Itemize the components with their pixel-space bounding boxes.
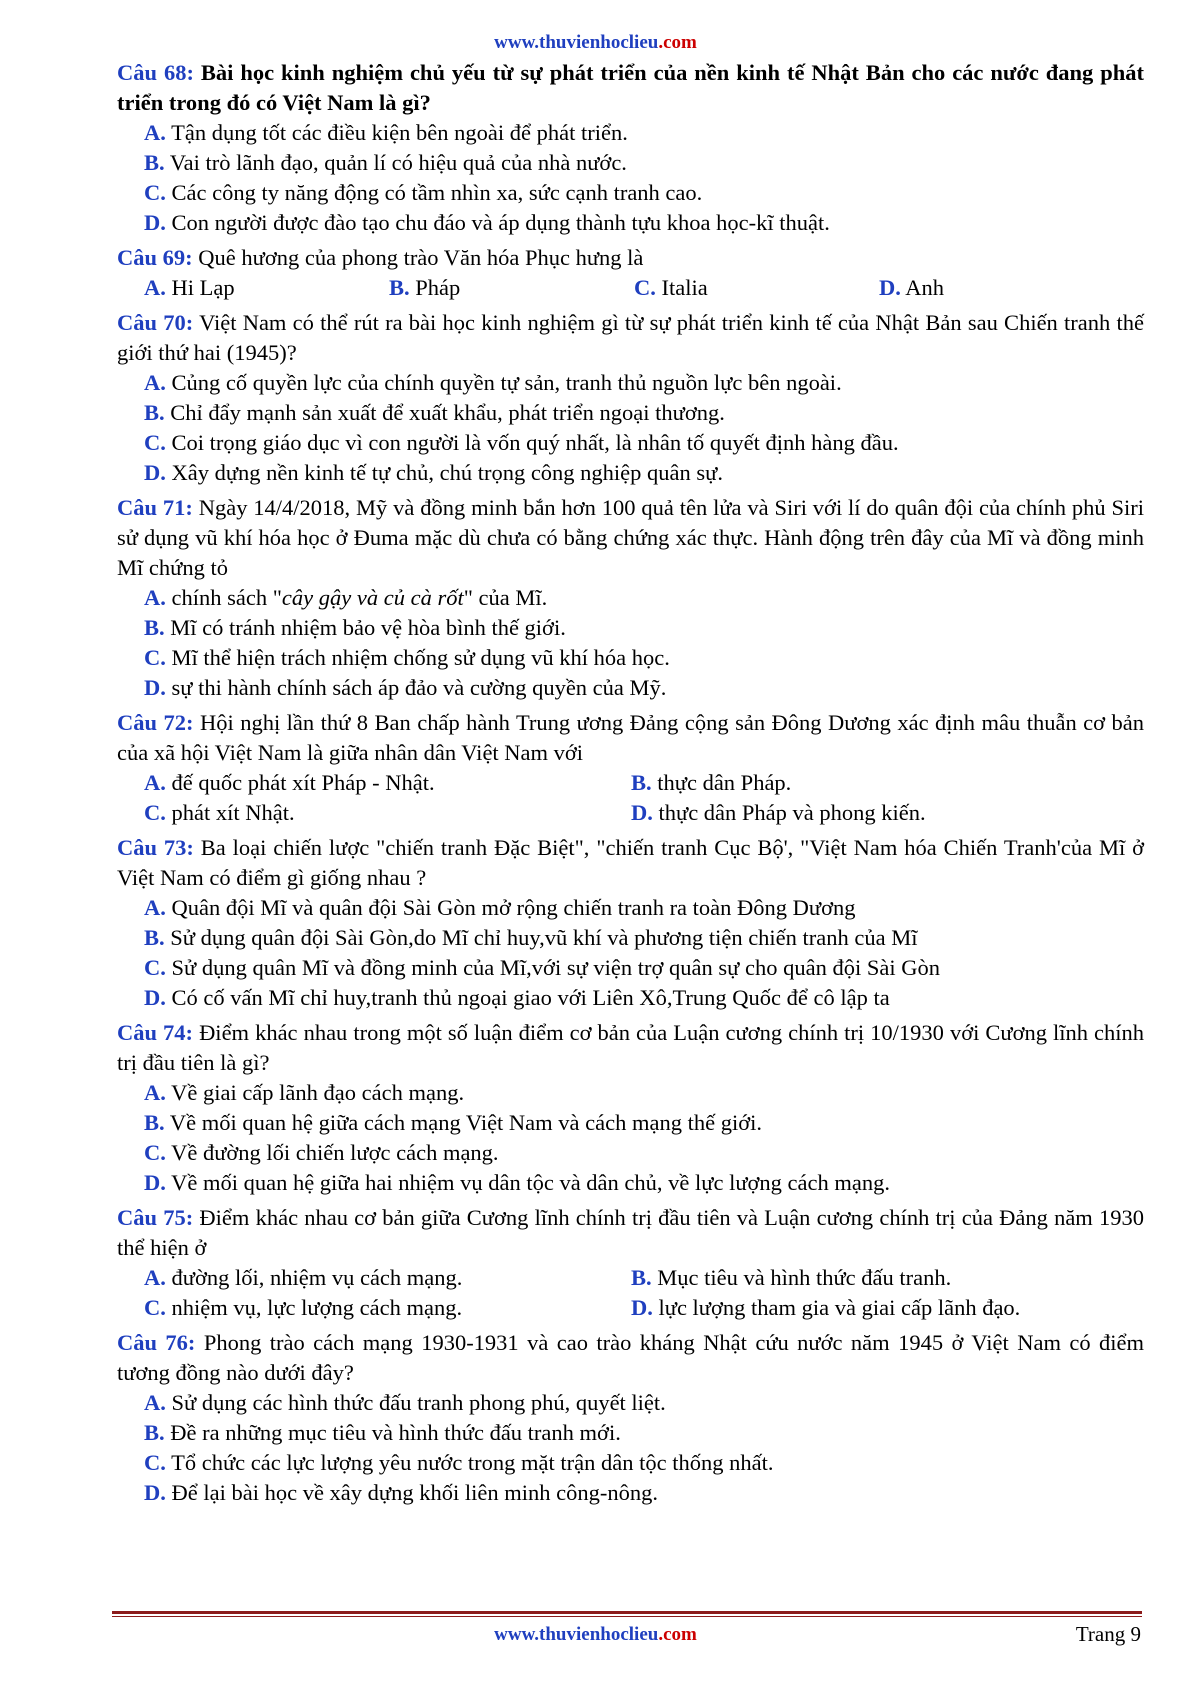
option-d bbox=[117, 1478, 1144, 1508]
option-text: Về mối quan hệ giữa hai nhiệm vụ dân tộc và dân chủ, về lực lượng cách mạng. bbox=[171, 1170, 890, 1195]
option-text: Củng cố quyền lực của chính quyền tự sản, tranh thủ nguồn lực bên ngoài. bbox=[171, 370, 842, 395]
option-label: C. bbox=[144, 1295, 166, 1320]
option-c bbox=[117, 643, 1144, 673]
option-label: A. bbox=[144, 1390, 166, 1415]
option-label: D. bbox=[144, 1480, 166, 1505]
header-url-tld: .com bbox=[658, 32, 697, 53]
option-label: C. bbox=[634, 275, 656, 300]
option-text: Sử dụng quân đội Sài Gòn,do Mĩ chỉ huy,vũ khí và phương tiện chiến tranh của Mĩ bbox=[170, 925, 918, 950]
option-label: B. bbox=[144, 925, 165, 950]
option-d bbox=[117, 208, 1144, 238]
option-label: D. bbox=[879, 275, 901, 300]
question-number: Câu 76: bbox=[117, 1330, 196, 1355]
question-73-stem bbox=[117, 833, 1144, 893]
option-a bbox=[144, 1263, 631, 1293]
option-text-pre: chính sách " bbox=[171, 585, 282, 610]
question-number: Câu 68: bbox=[117, 60, 194, 85]
option-b bbox=[631, 1263, 1118, 1293]
option-label: A. bbox=[144, 120, 166, 145]
option-text: Chỉ đẩy mạnh sản xuất để xuất khẩu, phát triển ngoại thương. bbox=[170, 400, 725, 425]
option-c bbox=[117, 1138, 1144, 1168]
option-d bbox=[879, 273, 1124, 303]
question-70-stem bbox=[117, 308, 1144, 368]
option-c bbox=[117, 953, 1144, 983]
option-label: A. bbox=[144, 585, 166, 610]
option-label: D. bbox=[144, 460, 166, 485]
question-68-stem bbox=[117, 58, 1144, 118]
option-text: Sử dụng quân Mĩ và đồng minh của Mĩ,với sự viện trợ quân sự cho quân đội Sài Gòn bbox=[171, 955, 940, 980]
option-d bbox=[117, 673, 1144, 703]
option-label: D. bbox=[144, 1170, 166, 1195]
option-label: A. bbox=[144, 1265, 166, 1290]
option-text: Vai trò lãnh đạo, quản lí có hiệu quả của nhà nước. bbox=[169, 150, 627, 175]
question-71-stem bbox=[117, 493, 1144, 583]
question-76-stem bbox=[117, 1328, 1144, 1388]
option-d bbox=[117, 983, 1144, 1013]
option-text: Đề ra những mục tiêu và hình thức đấu tranh mới. bbox=[170, 1420, 621, 1445]
option-a bbox=[144, 273, 389, 303]
question-text: Phong trào cách mạng 1930-1931 và cao trào kháng Nhật cứu nước năm 1945 ở Việt Nam có điểm tương đồng nào dưới đây? bbox=[117, 1330, 1144, 1385]
option-label: C. bbox=[144, 1140, 166, 1165]
question-text: Hội nghị lần thứ 8 Ban chấp hành Trung ương Đảng cộng sản Đông Dương xác định mâu thuẫn cơ bản của xã hội Việt Nam là giữa nhân dân Việt Nam với bbox=[117, 710, 1145, 765]
question-72 bbox=[117, 708, 1144, 828]
option-text: Mục tiêu và hình thức đấu tranh. bbox=[657, 1265, 952, 1290]
question-number: Câu 74: bbox=[117, 1020, 194, 1045]
option-text: Mĩ thể hiện trách nhiệm chống sử dụng vũ khí hóa học. bbox=[171, 645, 670, 670]
option-b bbox=[117, 923, 1144, 953]
option-text: Về mối quan hệ giữa cách mạng Việt Nam và cách mạng thế giới. bbox=[169, 1110, 762, 1135]
option-label: D. bbox=[144, 675, 166, 700]
option-d bbox=[631, 1293, 1118, 1323]
option-b bbox=[117, 613, 1144, 643]
option-a bbox=[144, 768, 631, 798]
options-row bbox=[117, 1263, 1144, 1293]
question-71 bbox=[117, 493, 1144, 703]
header-site-url bbox=[0, 32, 1191, 54]
footer-url-tld: .com bbox=[658, 1624, 697, 1645]
option-c bbox=[117, 428, 1144, 458]
option-text: đường lối, nhiệm vụ cách mạng. bbox=[171, 1265, 463, 1290]
option-label: D. bbox=[144, 210, 166, 235]
option-d bbox=[117, 458, 1144, 488]
option-c bbox=[634, 273, 879, 303]
question-69 bbox=[117, 243, 1144, 303]
option-text: Có cố vấn Mĩ chỉ huy,tranh thủ ngoại giao với Liên Xô,Trung Quốc để cô lập ta bbox=[171, 985, 890, 1010]
option-label: C. bbox=[144, 955, 166, 980]
question-number: Câu 70: bbox=[117, 310, 194, 335]
option-label: B. bbox=[144, 150, 165, 175]
option-c bbox=[144, 1293, 631, 1323]
option-text: Về giai cấp lãnh đạo cách mạng. bbox=[171, 1080, 465, 1105]
option-label: B. bbox=[389, 275, 410, 300]
option-a bbox=[117, 118, 1144, 148]
option-a bbox=[117, 893, 1144, 923]
question-69-stem bbox=[117, 243, 1144, 273]
option-c bbox=[144, 798, 631, 828]
option-text: lực lượng tham gia và giai cấp lãnh đạo. bbox=[658, 1295, 1021, 1320]
option-text: Pháp bbox=[415, 275, 461, 300]
option-label: A. bbox=[144, 895, 166, 920]
question-number: Câu 73: bbox=[117, 835, 194, 860]
question-text: Quê hương của phong trào Văn hóa Phục hưng là bbox=[198, 245, 644, 270]
option-text: Xây dựng nền kinh tế tự chủ, chú trọng công nghiệp quân sự. bbox=[171, 460, 723, 485]
option-a bbox=[117, 1078, 1144, 1108]
options-row bbox=[117, 1293, 1144, 1323]
question-75-stem bbox=[117, 1203, 1144, 1263]
question-list bbox=[117, 58, 1144, 1513]
option-d bbox=[631, 798, 1118, 828]
option-label: A. bbox=[144, 275, 166, 300]
option-label: B. bbox=[144, 615, 165, 640]
option-b bbox=[117, 1108, 1144, 1138]
question-74 bbox=[117, 1018, 1144, 1198]
footer-divider bbox=[112, 1611, 1142, 1614]
option-text: Italia bbox=[661, 275, 708, 300]
question-text: Bài học kinh nghiệm chủ yếu từ sự phát triển của nền kinh tế Nhật Bản cho các nước đang phát triển trong đó có Việt Nam là gì? bbox=[117, 60, 1144, 115]
option-label: A. bbox=[144, 770, 166, 795]
option-label: A. bbox=[144, 370, 166, 395]
options-row bbox=[117, 768, 1144, 798]
option-a bbox=[117, 583, 1144, 613]
question-73 bbox=[117, 833, 1144, 1013]
option-text-italic: cây gậy và củ cà rốt bbox=[281, 585, 464, 610]
option-b bbox=[389, 273, 634, 303]
question-number: Câu 69: bbox=[117, 245, 193, 270]
question-text: Việt Nam có thể rút ra bài học kinh nghiệm gì từ sự phát triển kinh tế của Nhật Bản sau Chiến tranh thế giới thứ hai (1945)? bbox=[117, 310, 1144, 365]
question-75 bbox=[117, 1203, 1144, 1323]
option-label: C. bbox=[144, 1450, 166, 1475]
option-text: Hi Lạp bbox=[171, 275, 235, 300]
question-text: Điểm khác nhau trong một số luận điểm cơ bản của Luận cương chính trị 10/1930 với Cương lĩnh chính trị đầu tiên là gì? bbox=[117, 1020, 1144, 1075]
option-text: Con người được đào tạo chu đáo và áp dụng thành tựu khoa học-kĩ thuật. bbox=[171, 210, 830, 235]
option-text: Tận dụng tốt các điều kiện bên ngoài để phát triển. bbox=[171, 120, 628, 145]
option-b bbox=[631, 768, 1118, 798]
option-b bbox=[117, 1418, 1144, 1448]
option-text: đế quốc phát xít Pháp - Nhật. bbox=[171, 770, 435, 795]
option-text-post: " của Mĩ. bbox=[463, 585, 548, 610]
option-text: sự thi hành chính sách áp đảo và cường quyền của Mỹ. bbox=[171, 675, 667, 700]
option-text: Mĩ có tránh nhiệm bảo vệ hòa bình thế giới. bbox=[170, 615, 566, 640]
option-label: C. bbox=[144, 800, 166, 825]
option-text: phát xít Nhật. bbox=[171, 800, 295, 825]
option-text: Quân đội Mĩ và quân đội Sài Gòn mở rộng chiến tranh ra toàn Đông Dương bbox=[171, 895, 856, 920]
options-row bbox=[117, 273, 1144, 303]
option-label: C. bbox=[144, 645, 166, 670]
footer-divider-thin bbox=[112, 1616, 1142, 1617]
footer-site-url bbox=[0, 1624, 1191, 1646]
header-url-main: www.thuvienhoclieu bbox=[494, 32, 659, 53]
option-a bbox=[117, 1388, 1144, 1418]
option-b bbox=[117, 398, 1144, 428]
option-text: thực dân Pháp. bbox=[657, 770, 792, 795]
option-label: B. bbox=[631, 1265, 652, 1290]
question-text: Ba loại chiến lược "chiến tranh Đặc Biệt", "chiến tranh Cục Bộ', "Việt Nam hóa Chiến Tranh'của Mĩ ở Việt Nam có điểm gì giống nhau ? bbox=[117, 835, 1144, 890]
question-number: Câu 72: bbox=[117, 710, 194, 735]
option-d bbox=[117, 1168, 1144, 1198]
question-number: Câu 75: bbox=[117, 1205, 194, 1230]
option-text: Sử dụng các hình thức đấu tranh phong phú, quyết liệt. bbox=[171, 1390, 666, 1415]
footer-url-main: www.thuvienhoclieu bbox=[494, 1624, 659, 1645]
option-label: A. bbox=[144, 1080, 166, 1105]
option-label: C. bbox=[144, 430, 166, 455]
question-68 bbox=[117, 58, 1144, 238]
page-number: Trang 9 bbox=[1075, 1622, 1141, 1646]
option-text: thực dân Pháp và phong kiến. bbox=[658, 800, 926, 825]
options-row bbox=[117, 798, 1144, 828]
option-b bbox=[117, 148, 1144, 178]
question-72-stem bbox=[117, 708, 1144, 768]
option-text: Các công ty năng động có tầm nhìn xa, sức cạnh tranh cao. bbox=[171, 180, 703, 205]
option-label: B. bbox=[144, 400, 165, 425]
question-70 bbox=[117, 308, 1144, 488]
option-label: D. bbox=[631, 800, 653, 825]
question-76 bbox=[117, 1328, 1144, 1508]
option-c bbox=[117, 178, 1144, 208]
option-label: B. bbox=[144, 1110, 165, 1135]
question-text: Điểm khác nhau cơ bản giữa Cương lĩnh chính trị đầu tiên và Luận cương chính trị của Đảng năm 1930 thể hiện ở bbox=[117, 1205, 1145, 1260]
option-a bbox=[117, 368, 1144, 398]
option-label: B. bbox=[144, 1420, 165, 1445]
option-text: Về đường lối chiến lược cách mạng. bbox=[171, 1140, 499, 1165]
option-label: C. bbox=[144, 180, 166, 205]
option-label: D. bbox=[631, 1295, 653, 1320]
option-text: Tổ chức các lực lượng yêu nước trong mặt trận dân tộc thống nhất. bbox=[171, 1450, 774, 1475]
question-number: Câu 71: bbox=[117, 495, 193, 520]
option-c bbox=[117, 1448, 1144, 1478]
option-label: D. bbox=[144, 985, 166, 1010]
option-text: Để lại bài học về xây dựng khối liên minh công-nông. bbox=[171, 1480, 658, 1505]
option-text: nhiệm vụ, lực lượng cách mạng. bbox=[171, 1295, 463, 1320]
question-74-stem bbox=[117, 1018, 1144, 1078]
question-text: Ngày 14/4/2018, Mỹ và đồng minh bắn hơn 100 quả tên lửa và Siri với lí do quân đội của chính phủ Siri sử dụng vũ khí hóa học ở Đuma mặc dù chưa có bằng chứng xác thực. Hành động trên đây của Mĩ và đồng minh Mĩ chứng tỏ bbox=[117, 495, 1144, 580]
option-label: B. bbox=[631, 770, 652, 795]
option-text: Coi trọng giáo dục vì con người là vốn quý nhất, là nhân tố quyết định hàng đầu. bbox=[171, 430, 899, 455]
option-text: Anh bbox=[905, 275, 945, 300]
